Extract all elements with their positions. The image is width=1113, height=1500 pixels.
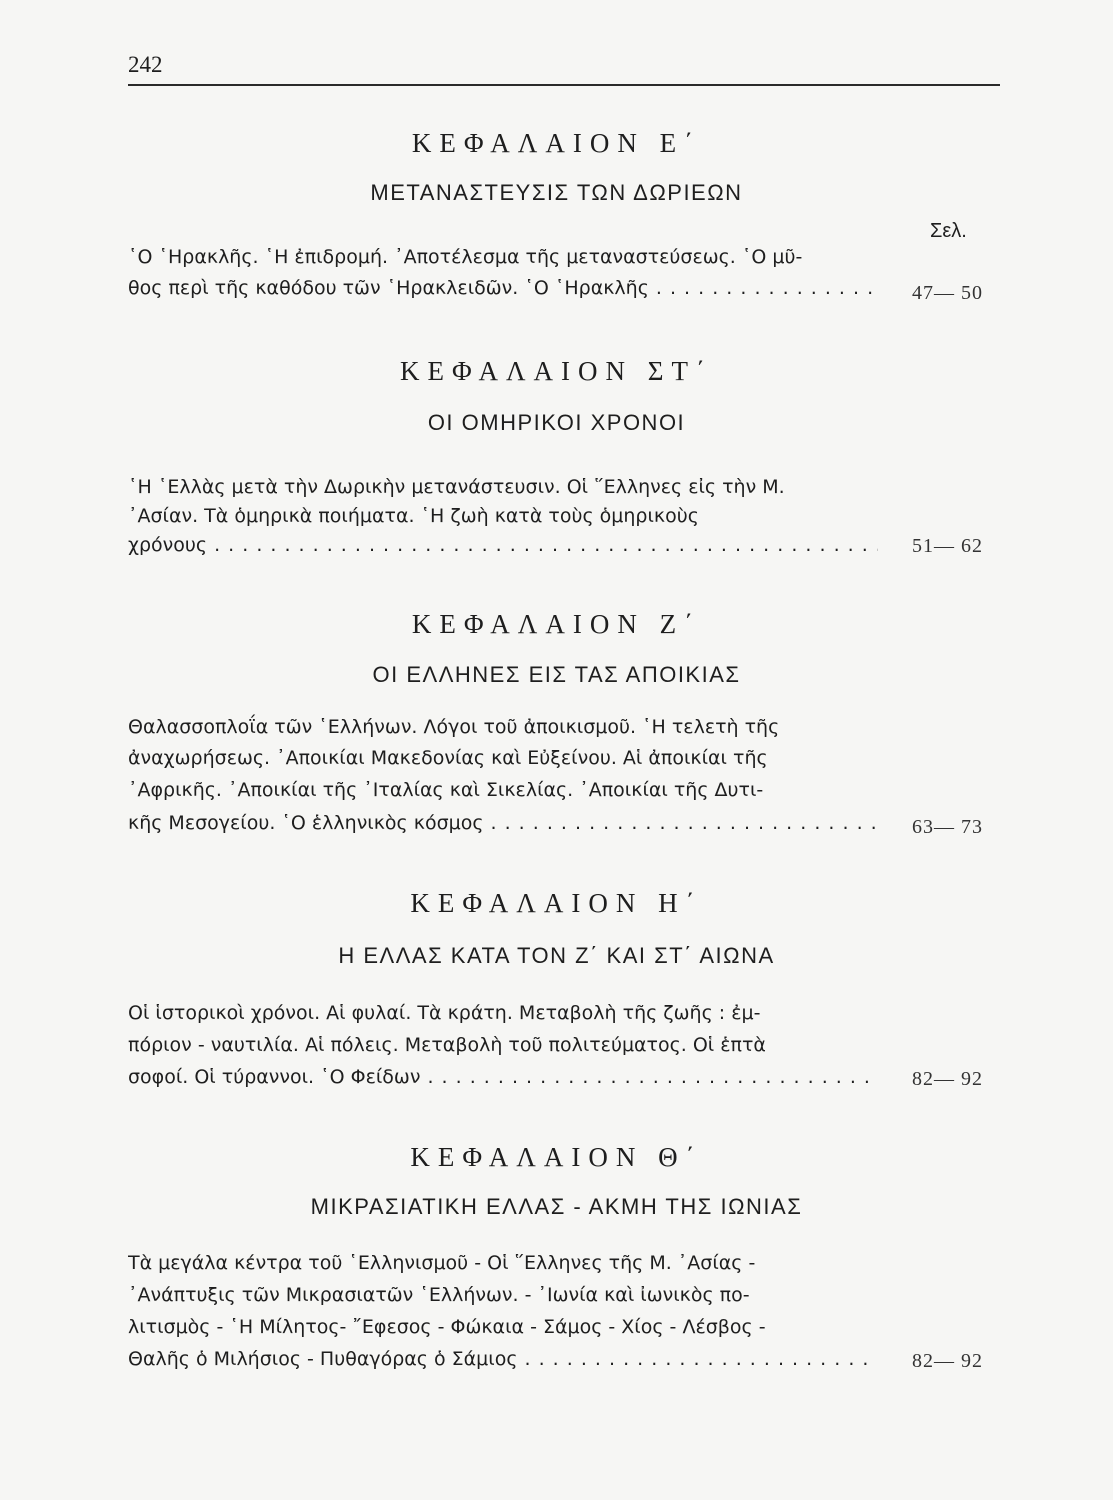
- entry-line: σοφοί. Οἱ τύραννοι. ῾Ο Φείδων . . .: [128, 1064, 878, 1090]
- chapter-title: ΚΕΦΑΛΑΙΟΝ Θ΄: [410, 1142, 703, 1172]
- entry-line: ῾Η ῾Ελλὰς μετὰ τὴν Δωρικὴν μετανάστευσιν. Οἱ ῞Ελληνες εἰς τὴν Μ.: [128, 476, 785, 498]
- entry-line: πόριον - ναυτιλία. Αἱ πόλεις. Μεταβολὴ τοῦ πολιτεύματος. Οἱ ἑπτὰ: [128, 1034, 766, 1056]
- chapter-subtitle: Η ΕΛΛΑΣ ΚΑΤΑ ΤΟΝ Ζ΄ ΚΑΙ ΣΤ΄ ΑΙΩΝΑ: [338, 943, 775, 968]
- chapter-title: ΚΕΦΑΛΑΙΟΝ ΣΤ΄: [400, 356, 713, 386]
- entry-line: λιτισμὸς - ῾Η Μίλητος- ῎Εφεσος - Φώκαια - Σάμος - Χίος - Λέσβος -: [128, 1316, 766, 1338]
- page-range: 82— 92: [912, 1068, 983, 1090]
- page-range: 82— 92: [912, 1350, 983, 1372]
- entry-line: θος περὶ τῆς καθόδου τῶν ῾Ηρακλειδῶν. ῾Ο ῾Ηρακλῆς . . .: [128, 275, 878, 301]
- page-range: 47— 50: [912, 282, 983, 304]
- header-rule: [128, 84, 1000, 86]
- entry-line: χρόνους . . .: [128, 532, 878, 558]
- chapter-title: ΚΕΦΑΛΑΙΟΝ Η΄: [410, 888, 703, 918]
- chapter-subtitle: ΜΙΚΡΑΣΙΑΤΙΚΗ ΕΛΛΑΣ - ΑΚΜΗ ΤΗΣ ΙΩΝΙΑΣ: [310, 1194, 803, 1219]
- page-range: 51— 62: [912, 535, 983, 557]
- entry-line: Θαλῆς ὁ Μιλήσιος - Πυθαγόρας ὁ Σάμιος . . .: [128, 1346, 878, 1372]
- page-range: 63— 73: [912, 816, 983, 838]
- entry-line: ἀναχωρήσεως. ᾿Αποικίαι Μακεδονίας καὶ Εὐξείνου. Αἱ ἀποικίαι τῆς: [128, 747, 768, 769]
- entry-line: Θαλασσοπλοΐα τῶν ῾Ελλήνων. Λόγοι τοῦ ἀποικισμοῦ. ῾Η τελετὴ τῆς: [128, 716, 780, 738]
- chapter-title: ΚΕΦΑΛΑΙΟΝ Ε΄: [411, 128, 702, 158]
- entry-line: κῆς Μεσογείου. ῾Ο ἑλληνικὸς κόσμος . . .: [128, 810, 878, 836]
- page-number: 242: [128, 52, 163, 77]
- entry-line: Οἱ ἱστορικοὶ χρόνοι. Αἱ φυλαί. Τὰ κράτη. Μεταβολὴ τῆς ζωῆς : ἐμ-: [128, 1002, 761, 1024]
- chapter-title: ΚΕΦΑΛΑΙΟΝ Ζ΄: [411, 609, 702, 639]
- chapter-subtitle: ΟΙ ΕΛΛΗΝΕΣ ΕΙΣ ΤΑΣ ΑΠΟΙΚΙΑΣ: [372, 662, 741, 687]
- entry-line: ᾿Αφρικῆς. ᾿Αποικίαι τῆς ᾿Ιταλίας καὶ Σικελίας. ᾿Αποικίαι τῆς Δυτι-: [128, 779, 764, 801]
- entry-line: ᾿Ανάπτυξις τῶν Μικρασιατῶν ῾Ελλήνων. - ᾿Ιωνία καὶ ἰωνικὸς πο-: [128, 1284, 750, 1306]
- entry-line: ῾Ο ῾Ηρακλῆς. ῾Η ἐπιδρομή. ᾿Αποτέλεσμα τῆς μεταναστεύσεως. ῾Ο μῦ-: [128, 246, 803, 268]
- entry-line: ᾿Ασίαν. Τὰ ὁμηρικὰ ποιήματα. ῾Η ζωὴ κατὰ τοὺς ὁμηρικοὺς: [128, 505, 699, 527]
- chapter-subtitle: ΜΕΤΑΝΑΣΤΕΥΣΙΣ ΤΩΝ ΔΩΡΙΕΩΝ: [370, 180, 743, 205]
- chapter-subtitle: ΟΙ ΟΜΗΡΙΚΟΙ ΧΡΟΝΟΙ: [427, 410, 686, 435]
- pages-heading: Σελ.: [930, 220, 967, 242]
- entry-line: Τὰ μεγάλα κέντρα τοῦ ῾Ελληνισμοῦ - Οἱ ῞Ελληνες τῆς Μ. ᾿Ασίας -: [128, 1252, 756, 1274]
